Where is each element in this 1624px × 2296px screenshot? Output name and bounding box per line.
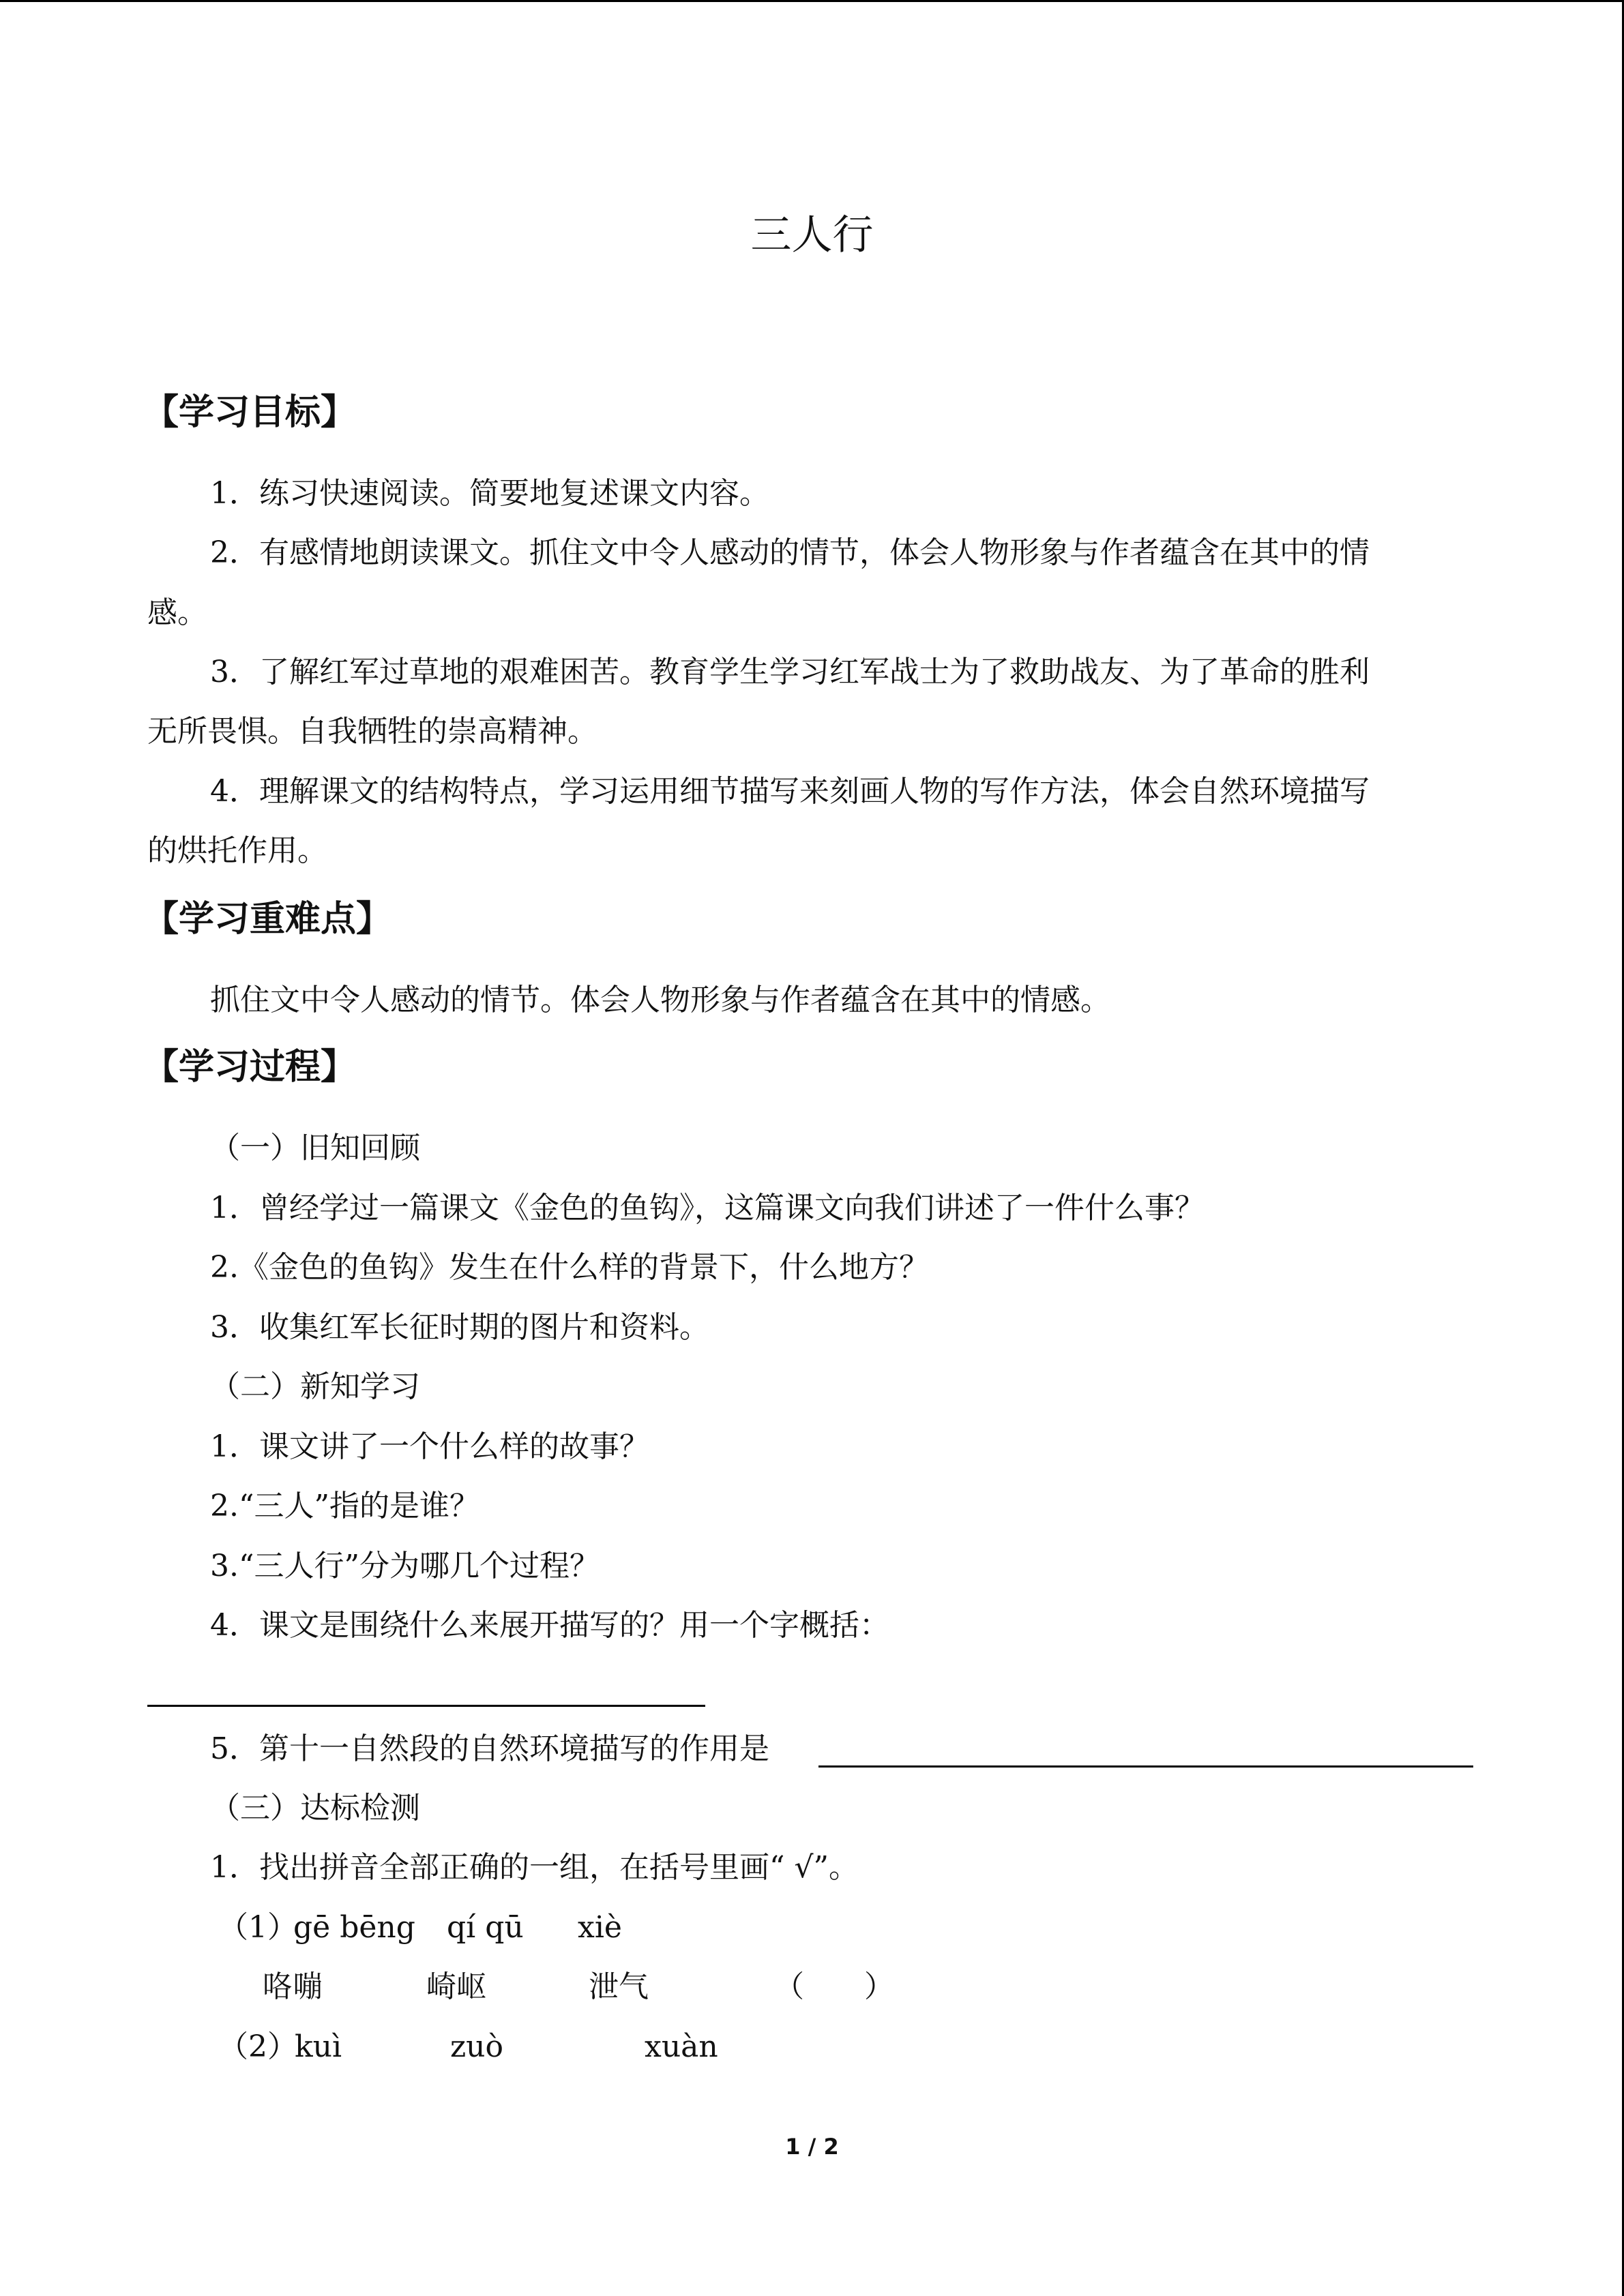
- pinyin: zuò: [450, 2029, 504, 2064]
- new-learning-item: 3.“三人行”分为哪几个过程？: [210, 1549, 600, 1583]
- key-points-text: 抓住文中令人感动的情节。体会人物形象与作者蕴含在其中的情感。: [210, 983, 1110, 1017]
- answer-blank-q4: [147, 1705, 705, 1707]
- page-number: 1 / 2: [785, 2134, 839, 2160]
- objective-line: 的烘托作用。: [147, 833, 327, 868]
- new-learning-subheading: （二）新知学习: [210, 1369, 420, 1404]
- pinyin: xuàn: [645, 2029, 718, 2064]
- pinyin: qí qū: [447, 1910, 524, 1945]
- option-label: （1）: [218, 1910, 297, 1945]
- document-title: 三人行: [750, 211, 874, 259]
- objective-line: 无所畏惧。自我牺牲的崇高精神。: [147, 714, 597, 749]
- objective-line: 1．练习快速阅读。简要地复述课文内容。: [210, 476, 769, 511]
- review-subheading: （一）旧知回顾: [210, 1131, 420, 1165]
- word: 泄气: [589, 1969, 649, 2004]
- objectives-heading: 【学习目标】: [143, 392, 357, 433]
- pinyin: gē bēng: [293, 1910, 415, 1945]
- objective-line: 2．有感情地朗读课文。抓住文中令人感动的情节，体会人物形象与作者蕴含在其中的情: [210, 535, 1370, 570]
- review-item: 3．收集红军长征时期的图片和资料。: [210, 1310, 709, 1345]
- key-points-heading: 【学习重难点】: [143, 899, 392, 940]
- review-item: 2.《金色的鱼钩》发生在什么样的背景下，什么地方？: [210, 1250, 929, 1285]
- pinyin: xiè: [578, 1910, 622, 1945]
- word: 崎岖: [426, 1969, 486, 2004]
- pinyin: kuì: [295, 2029, 342, 2064]
- objective-line: 3．了解红军过草地的艰难困苦。教育学生学习红军战士为了救助战友、为了革命的胜利: [210, 655, 1370, 689]
- answer-blank-q5: [818, 1765, 1473, 1768]
- answer-bracket: （ ）: [774, 1969, 894, 2004]
- word: 咯嘣: [263, 1969, 323, 2004]
- new-learning-item: 1．课文讲了一个什么样的故事？: [210, 1429, 649, 1464]
- new-learning-item: 5．第十一自然段的自然环境描写的作用是: [210, 1731, 769, 1766]
- review-item: 1．曾经学过一篇课文《金色的鱼钩》，这篇课文向我们讲述了一件什么事？: [210, 1191, 1205, 1225]
- objective-line: 感。: [147, 595, 207, 630]
- test-question: 1．找出拼音全部正确的一组，在括号里画“ √”。: [210, 1850, 859, 1885]
- process-heading: 【学习过程】: [143, 1047, 357, 1088]
- new-learning-item: 4．课文是围绕什么来展开描写的？用一个字概括：: [210, 1608, 889, 1643]
- new-learning-item: 2.“三人”指的是谁？: [210, 1489, 479, 1523]
- page-border-top: [0, 0, 1624, 2]
- objective-line: 4．理解课文的结构特点，学习运用细节描写来刻画人物的写作方法，体会自然环境描写: [210, 774, 1370, 809]
- option-label: （2）: [218, 2029, 297, 2064]
- test-subheading: （三）达标检测: [210, 1791, 420, 1825]
